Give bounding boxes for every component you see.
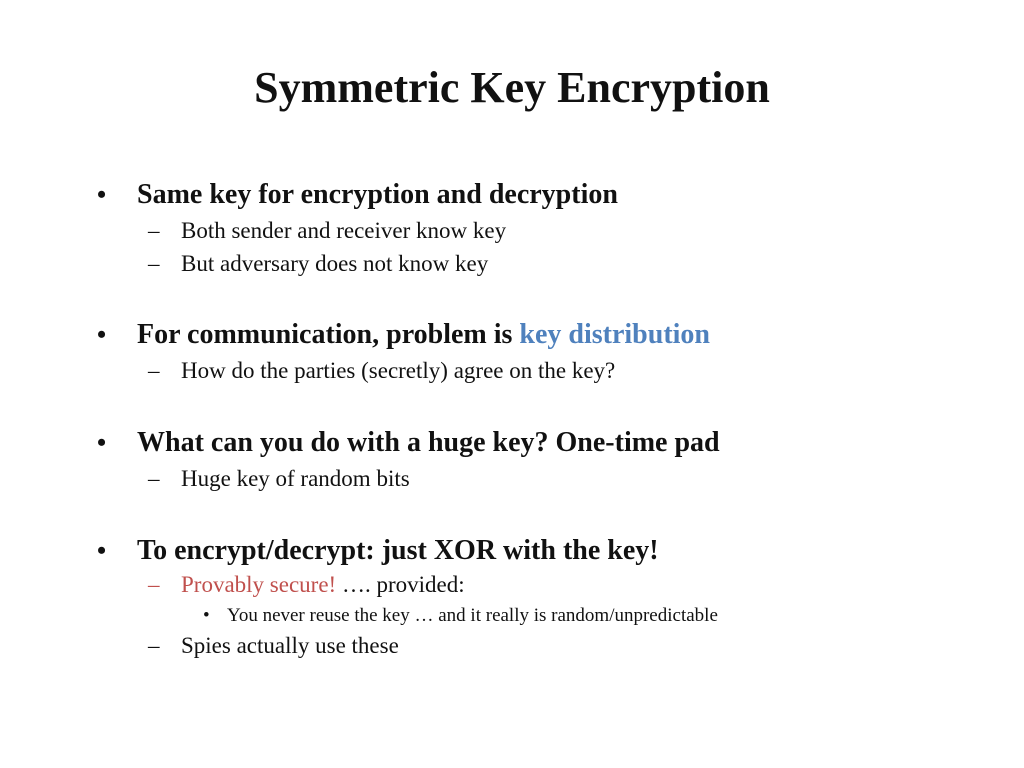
sub-bullet-marker: – bbox=[148, 218, 160, 243]
bullet-marker: • bbox=[97, 180, 107, 209]
sub-bullet-marker: – bbox=[148, 358, 160, 383]
bullet-4-text: To encrypt/decrypt: just XOR with the key! bbox=[137, 535, 659, 566]
sub-bullet-1-2-text: But adversary does not know key bbox=[181, 251, 489, 276]
sub-bullet-4-1-suffix: …. provided: bbox=[336, 572, 465, 597]
sub-bullet-marker: – bbox=[148, 251, 160, 276]
bullet-3-text: What can you do with a huge key? One-time pad bbox=[137, 427, 720, 458]
sub-bullet-marker: – bbox=[148, 466, 160, 491]
sub-sub-bullet-4-1-1-text: You never reuse the key … and it really is random/unpredictable bbox=[227, 605, 718, 626]
bullet-2-text bbox=[137, 318, 710, 352]
bullet-2 bbox=[97, 318, 710, 352]
sub-bullet-3-1-text: Huge key of random bits bbox=[181, 466, 410, 491]
sub-bullet-1-1-text: Both sender and receiver know key bbox=[181, 218, 507, 243]
sub-bullet-2-1-text: How do the parties (secretly) agree on the key? bbox=[181, 358, 616, 383]
sub-bullet-4-1 bbox=[148, 570, 465, 600]
provably-secure-highlight: Provably secure! bbox=[181, 572, 337, 597]
bullet-marker: • bbox=[97, 320, 107, 349]
bullet-1-text: Same key for encryption and decryption bbox=[137, 179, 618, 210]
bullet-1 bbox=[97, 178, 618, 212]
sub-bullet-marker: – bbox=[148, 633, 160, 658]
sub-sub-bullet-marker: • bbox=[203, 605, 210, 626]
bullet-marker: • bbox=[97, 536, 107, 565]
sub-bullet-marker: – bbox=[148, 572, 160, 597]
sub-bullet-1-2 bbox=[148, 249, 488, 279]
sub-bullet-1-1 bbox=[148, 216, 506, 246]
slide-title: Symmetric Key Encryption bbox=[254, 63, 770, 112]
key-distribution-highlight: key distribution bbox=[519, 319, 711, 350]
bullet-2-text-prefix: For communication, problem is bbox=[137, 319, 520, 350]
sub-sub-bullet-4-1-1 bbox=[203, 604, 718, 628]
bullet-3 bbox=[97, 426, 720, 460]
bullet-marker: • bbox=[97, 428, 107, 457]
sub-bullet-4-2-text: Spies actually use these bbox=[181, 633, 399, 658]
bullet-4 bbox=[97, 534, 659, 568]
sub-bullet-3-1 bbox=[148, 464, 410, 494]
sub-bullet-2-1 bbox=[148, 356, 615, 386]
sub-bullet-4-2 bbox=[148, 631, 399, 661]
